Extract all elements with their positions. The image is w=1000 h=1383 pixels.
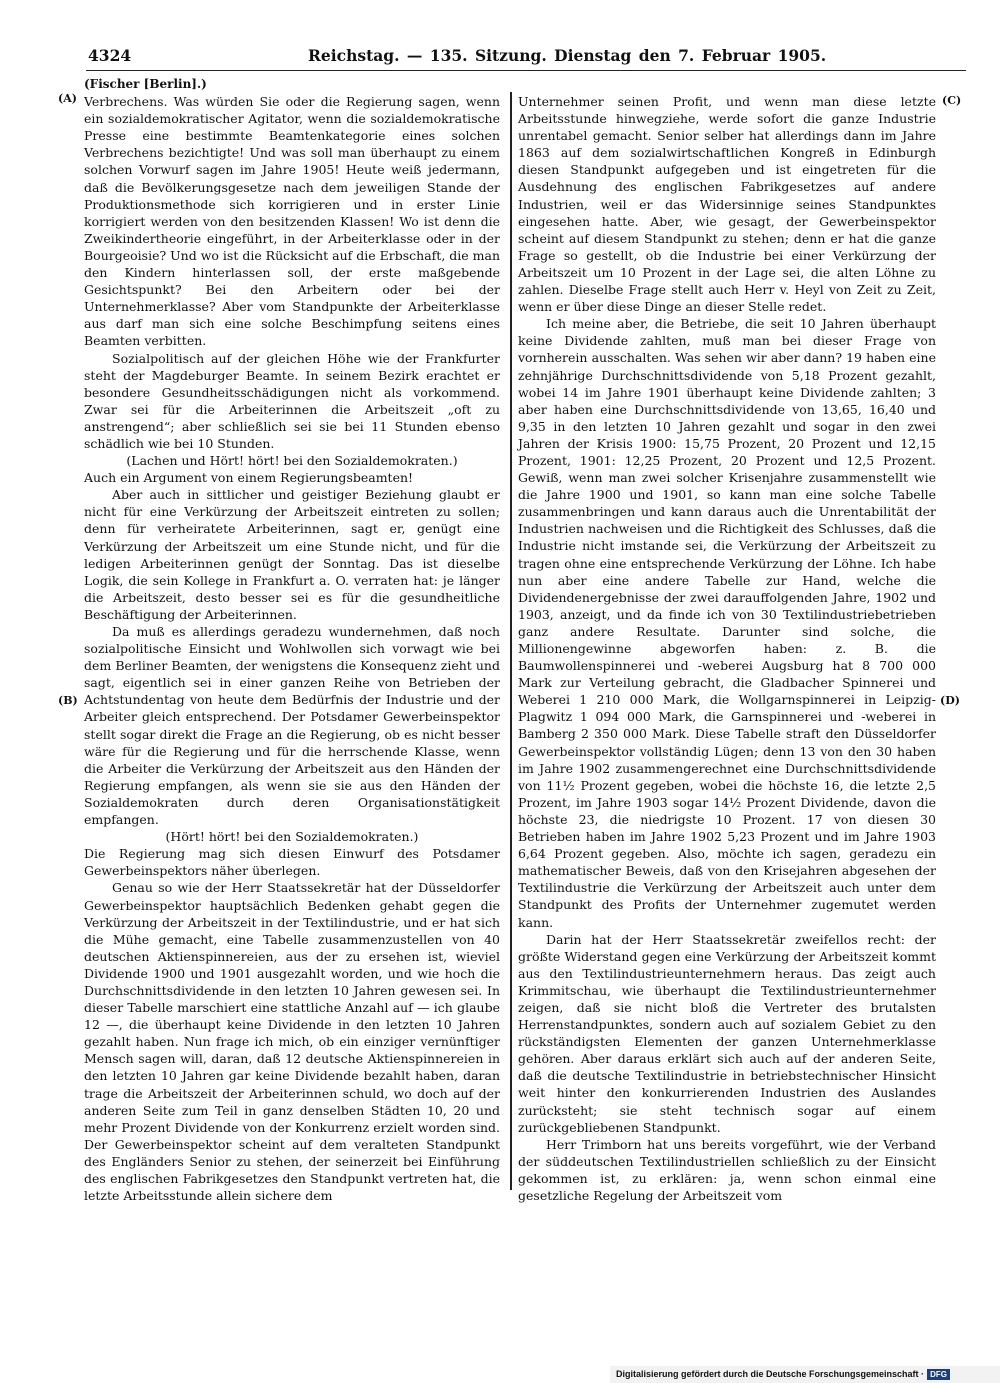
paragraph: Darin hat der Herr Staatssekretär zweifellos recht: der größte Widerstand gegen eine Verkürzung der Arbeitszeit kommt aus den Textilindustrieunternehmern heraus. Das zeigt auch Krimmitschau, wie überhaupt die Textilindustrieunternehmer zeigen, daß sie nicht bloß die Vertreter des brutalsten Herrenstandpunktes, sondern auch auf sozialem Gebiet zu den rückständigsten Elementen der ganzen Unternehmerklasse gehören. Aber daraus erklärt sich auch auf der anderen Seite, daß die deutsche Textilindustrie in betriebstechnischer Hinsicht weit hinter den konkurrierenden Industrien des Auslandes zurücksteht; sie steht technisch sogar auf einem zurückgebliebenen Standpunkt. <box>518 931 936 1135</box>
right-column <box>518 93 936 1204</box>
margin-mark-c: (C) <box>942 94 962 107</box>
paragraph: Genau so wie der Herr Staatssekretär hat der Düsseldorfer Gewerbeinspektor hauptsächlich Bedenken gehabt gegen die Verkürzung der Arbeitszeit in der Textilindustrie, und er hat sich die Mühe gemacht, eine Tabelle zusammenzustellen von 40 deutschen Aktienspinnereien, aus der zu ersehen ist, wieviel Dividende 1900 und 1901 ausgezahlt worden, und wie hoch die Durchschnittsdividende in den letzten 10 Jahren gewesen sei. In dieser Tabelle marschiert eine stattliche Anzahl auf — ich glaube 12 —, die überhaupt keine Dividende in den letzten 10 Jahren gezahlt haben. Nun frage ich mich, ob ein einziger vernünftiger Mensch sagen will, daran, daß 12 deutsche Aktienspinnereien in den letzten 10 Jahren gar keine Dividende bezahlt haben, daran trage die Arbeitszeit der Arbeiterinnen schuld, wo doch auf der anderen Seite zum Teil in ganz denselben Städten 10, 20 und mehr Prozent Dividende von der Konkurrenz erzielt worden sind. Der Gewerbeinspektor scheint auf dem veralteten Standpunkt des Engländers Senior zu stehen, der seinerzeit bei Einführung des englischen Fabrikgesetzes den Standpunkt vertreten hat, die letzte Arbeitsstunde allein sichere dem <box>84 880 500 1204</box>
paragraph: Unternehmer seinen Profit, und wenn man diese letzte Arbeitsstunde hinwegziehe, werde sofort die ganze Industrie unrentabel gemacht. Senior selber hat allerdings dann im Jahre 1863 auf dem sozialwirtschaftlichen Kongreß in Edinburgh diesen Standpunkt aufgegeben und ist eingetreten für die Ausdehnung des englischen Fabrikgesetzes auf andere Industrien, weil er das Widersinnige seines Standpunktes eingesehen hatte. Aber, wie gesagt, der Gewerbeinspektor scheint auf diesem Standpunkt zu stehen; denn er hat die ganze Frage so gestellt, ob die Industrie bei einer Verkürzung der Arbeitszeit um 10 Prozent in der Lage sei, die alten Löhne zu zahlen. Dieselbe Frage stellt auch Herr v. Heyl von Zeit zu Zeit, wenn er über diese Dinge an dieser Stelle redet. <box>518 94 936 315</box>
paragraph: Herr Trimborn hat uns bereits vorgeführt, wie der Verband der süddeutschen Textilindustriellen schließlich zu der Einsicht gekommen ist, zu erklären: ja, wenn schon einmal eine gesetzliche Regelung der Arbeitszeit vom <box>518 1136 936 1203</box>
interjection: (Lachen und Hört! hört! bei den Sozialdemokraten.) <box>126 453 458 469</box>
margin-mark-d: (D) <box>940 694 960 707</box>
page-header <box>88 46 964 66</box>
paragraph: Da muß es allerdings geradezu wundernehmen, daß noch sozialpolitische Einsicht und Wohlwollen sich vorwagt wie bei dem Berliner Beamten, der wenigstens die Konsequenz zieht und sagt, eigentlich sei in einer ganzen Reihe von Betrieben der Achtstundentag von heute dem Bedürfnis der Industrie und der Arbeiter gleich entsprechend. Der Potsdamer Gewerbeinspektor stellt sogar direkt die Frage an die Regierung, ob es nicht besser wäre für die Regierung und für die herrschende Klasse, wenn die Arbeiter die Verkürzung der Arbeitszeit aus den Händen der Regierung empfangen, als wenn sie sie aus den Händen der Sozialdemokraten durch deren Organisationstätigkeit empfangen. <box>84 624 500 828</box>
speaker-note: (Fischer [Berlin].) <box>84 77 207 91</box>
footer-credit <box>610 1366 1000 1383</box>
paragraph: Ich meine aber, die Betriebe, die seit 10 Jahren überhaupt keine Dividende zahlten, muß man bei dieser Frage von vornherein ausschalten. Was sehen wir aber dann? 19 haben eine zehnjährige Durchschnittsdividende von 5,18 Prozent gezahlt, wobei 14 im Jahre 1901 überhaupt keine Dividende zahlten; 3 aber haben eine Durchschnittsdividende von 13,65, 16,40 und 9,35 in den letzten 10 Jahren gezahlt und sogar in den zwei Jahren der Krisis 1900: 15,75 Prozent, 20 Prozent und 12,15 Prozent, 1901: 12,25 Prozent, 20 Prozent und 12,5 Prozent. Gewiß, wenn man zwei solcher Krisenjahre zusammenstellt wie die Jahre 1900 und 1901, so kann man eine solche Tabelle zusammenbringen und kann daraus auch die Unrentabilität der Industrien nachweisen und die Richtigkeit des Schlusses, daß die Industrie nicht imstande sei, die Verkürzung der Arbeitszeit zu tragen ohne eine entsprechende Verkürzung der Löhne. Ich habe nun aber eine andere Tabelle zur Hand, welche die Dividendenergebnisse der zwei darauffolgenden Jahre, 1902 und 1903, anzeigt, und da finde ich von 30 Textilindustriebetrieben ganz andere Resultate. Darunter sind solche, die Millionengewinne abgeworfen haben: z. B. die Baumwollenspinnerei und -weberei Augsburg hat 8 700 000 Mark zur Verteilung gebracht, die Gladbacher Spinnerei und Weberei 1 210 000 Mark, die Wollgarnspinnerei in Leipzig-Plagwitz 1 094 000 Mark, die Garnspinnerei und -weberei in Bamberg 2 350 000 Mark. Diese Tabelle straft den Düsseldorfer Gewerbeinspektor vollständig Lügen; denn 13 von den 30 haben im Jahre 1902 zusammengerechnet eine Durchschnittsdividende von 11½ Prozent gegeben, wobei die höchste 16, die letzte 2,5 Prozent, im Jahre 1903 sogar 14½ Prozent Dividende, davon die höchste 23, die niedrigste 10 Prozent. 17 von diesen 30 Betrieben haben im Jahre 1902 5,23 Prozent und im Jahre 1903 6,64 Prozent gegeben. Also, möchte ich sagen, geradezu ein mathematischer Beweis, daß von den Krisejahren abgesehen der Textilindustrie die Verkürzung der Arbeitszeit auch unter dem Standpunkt des Profits der Unternehmer zugemutet werden kann. <box>518 316 936 930</box>
paragraph: Verbrechens. Was würden Sie oder die Regierung sagen, wenn ein sozialdemokratischer Agitator, wenn die sozialdemokratische Presse eine bestimmte Beamtenkategorie eines solchen Verbrechens bezichtigte! Und was soll man überhaupt zu einem solchen Vorwurf sagen im Jahre 1905! Heute weiß jedermann, daß die Bevölkerungsgesetze nach dem jeweiligen Stande der Produktionsmethode sich korrigieren und in erster Linie korrigiert werden von den besitzenden Klassen! Wo ist denn die Zweikindertheorie eingeführt, in der Arbeiterklasse oder in der Bourgeoisie? Und wo ist die Rücksicht auf die Erbschaft, die man den Kindern hinterlassen soll, der erste maßgebende Gesichtspunkt? Bei den Arbeitern oder bei der Unternehmerklasse? Aber vom Standpunkte der Arbeiterklasse aus darf man sich eine solche Beschimpfung seitens eines Beamten verbitten. <box>84 94 500 349</box>
running-title: Reichstag. — 135. Sitzung. Dienstag den 7. Februar 1905. <box>308 46 827 65</box>
interjection: (Hört! hört! bei den Sozialdemokraten.) <box>165 829 419 845</box>
paragraph: Sozialpolitisch auf der gleichen Höhe wie der Frankfurter steht der Magdeburger Beamte. In seinem Bezirk erachtet er besondere Gesundheitsschädigungen nicht als vorkommend. Zwar sei für die Arbeiterinnen die Arbeitszeit „oft zu anstrengend“; aber schließlich sei sie bei 11 Stunden ebenso schädlich wie bei 10 Stunden. <box>84 350 500 451</box>
dfg-logo: DFG <box>927 1369 950 1380</box>
margin-mark-b: (B) <box>58 694 78 707</box>
paragraph: Aber auch in sittlicher und geistiger Beziehung glaubt er nicht für eine Verkürzung der Arbeitszeit eintreten zu sollen; denn für verheiratete Arbeiterinnen, sagt er, genügt eine Verkürzung der Arbeitszeit um eine Stunde nicht, und für die ledigen Arbeiterinnen genügt der Sonntag. Das ist dieselbe Logik, die sein Kollege in Frankfurt a. O. verraten hat: je länger die Arbeitszeit, desto besser sei es für die gesundheitliche Beschäftigung der Arbeiterinnen. <box>84 487 500 622</box>
header-rule <box>86 70 966 71</box>
column-divider <box>510 92 512 1190</box>
left-column <box>84 76 500 1204</box>
margin-mark-a: (A) <box>58 92 77 105</box>
paragraph: Die Regierung mag sich diesen Einwurf des Potsdamer Gewerbeinspektors näher überlegen. <box>84 846 500 879</box>
paragraph: Auch ein Argument von einem Regierungsbeamten! <box>84 470 414 486</box>
page-number: 4324 <box>88 46 132 65</box>
funding-note: Digitalisierung gefördert durch die Deutsche Forschungsgemeinschaft · <box>616 1369 925 1379</box>
